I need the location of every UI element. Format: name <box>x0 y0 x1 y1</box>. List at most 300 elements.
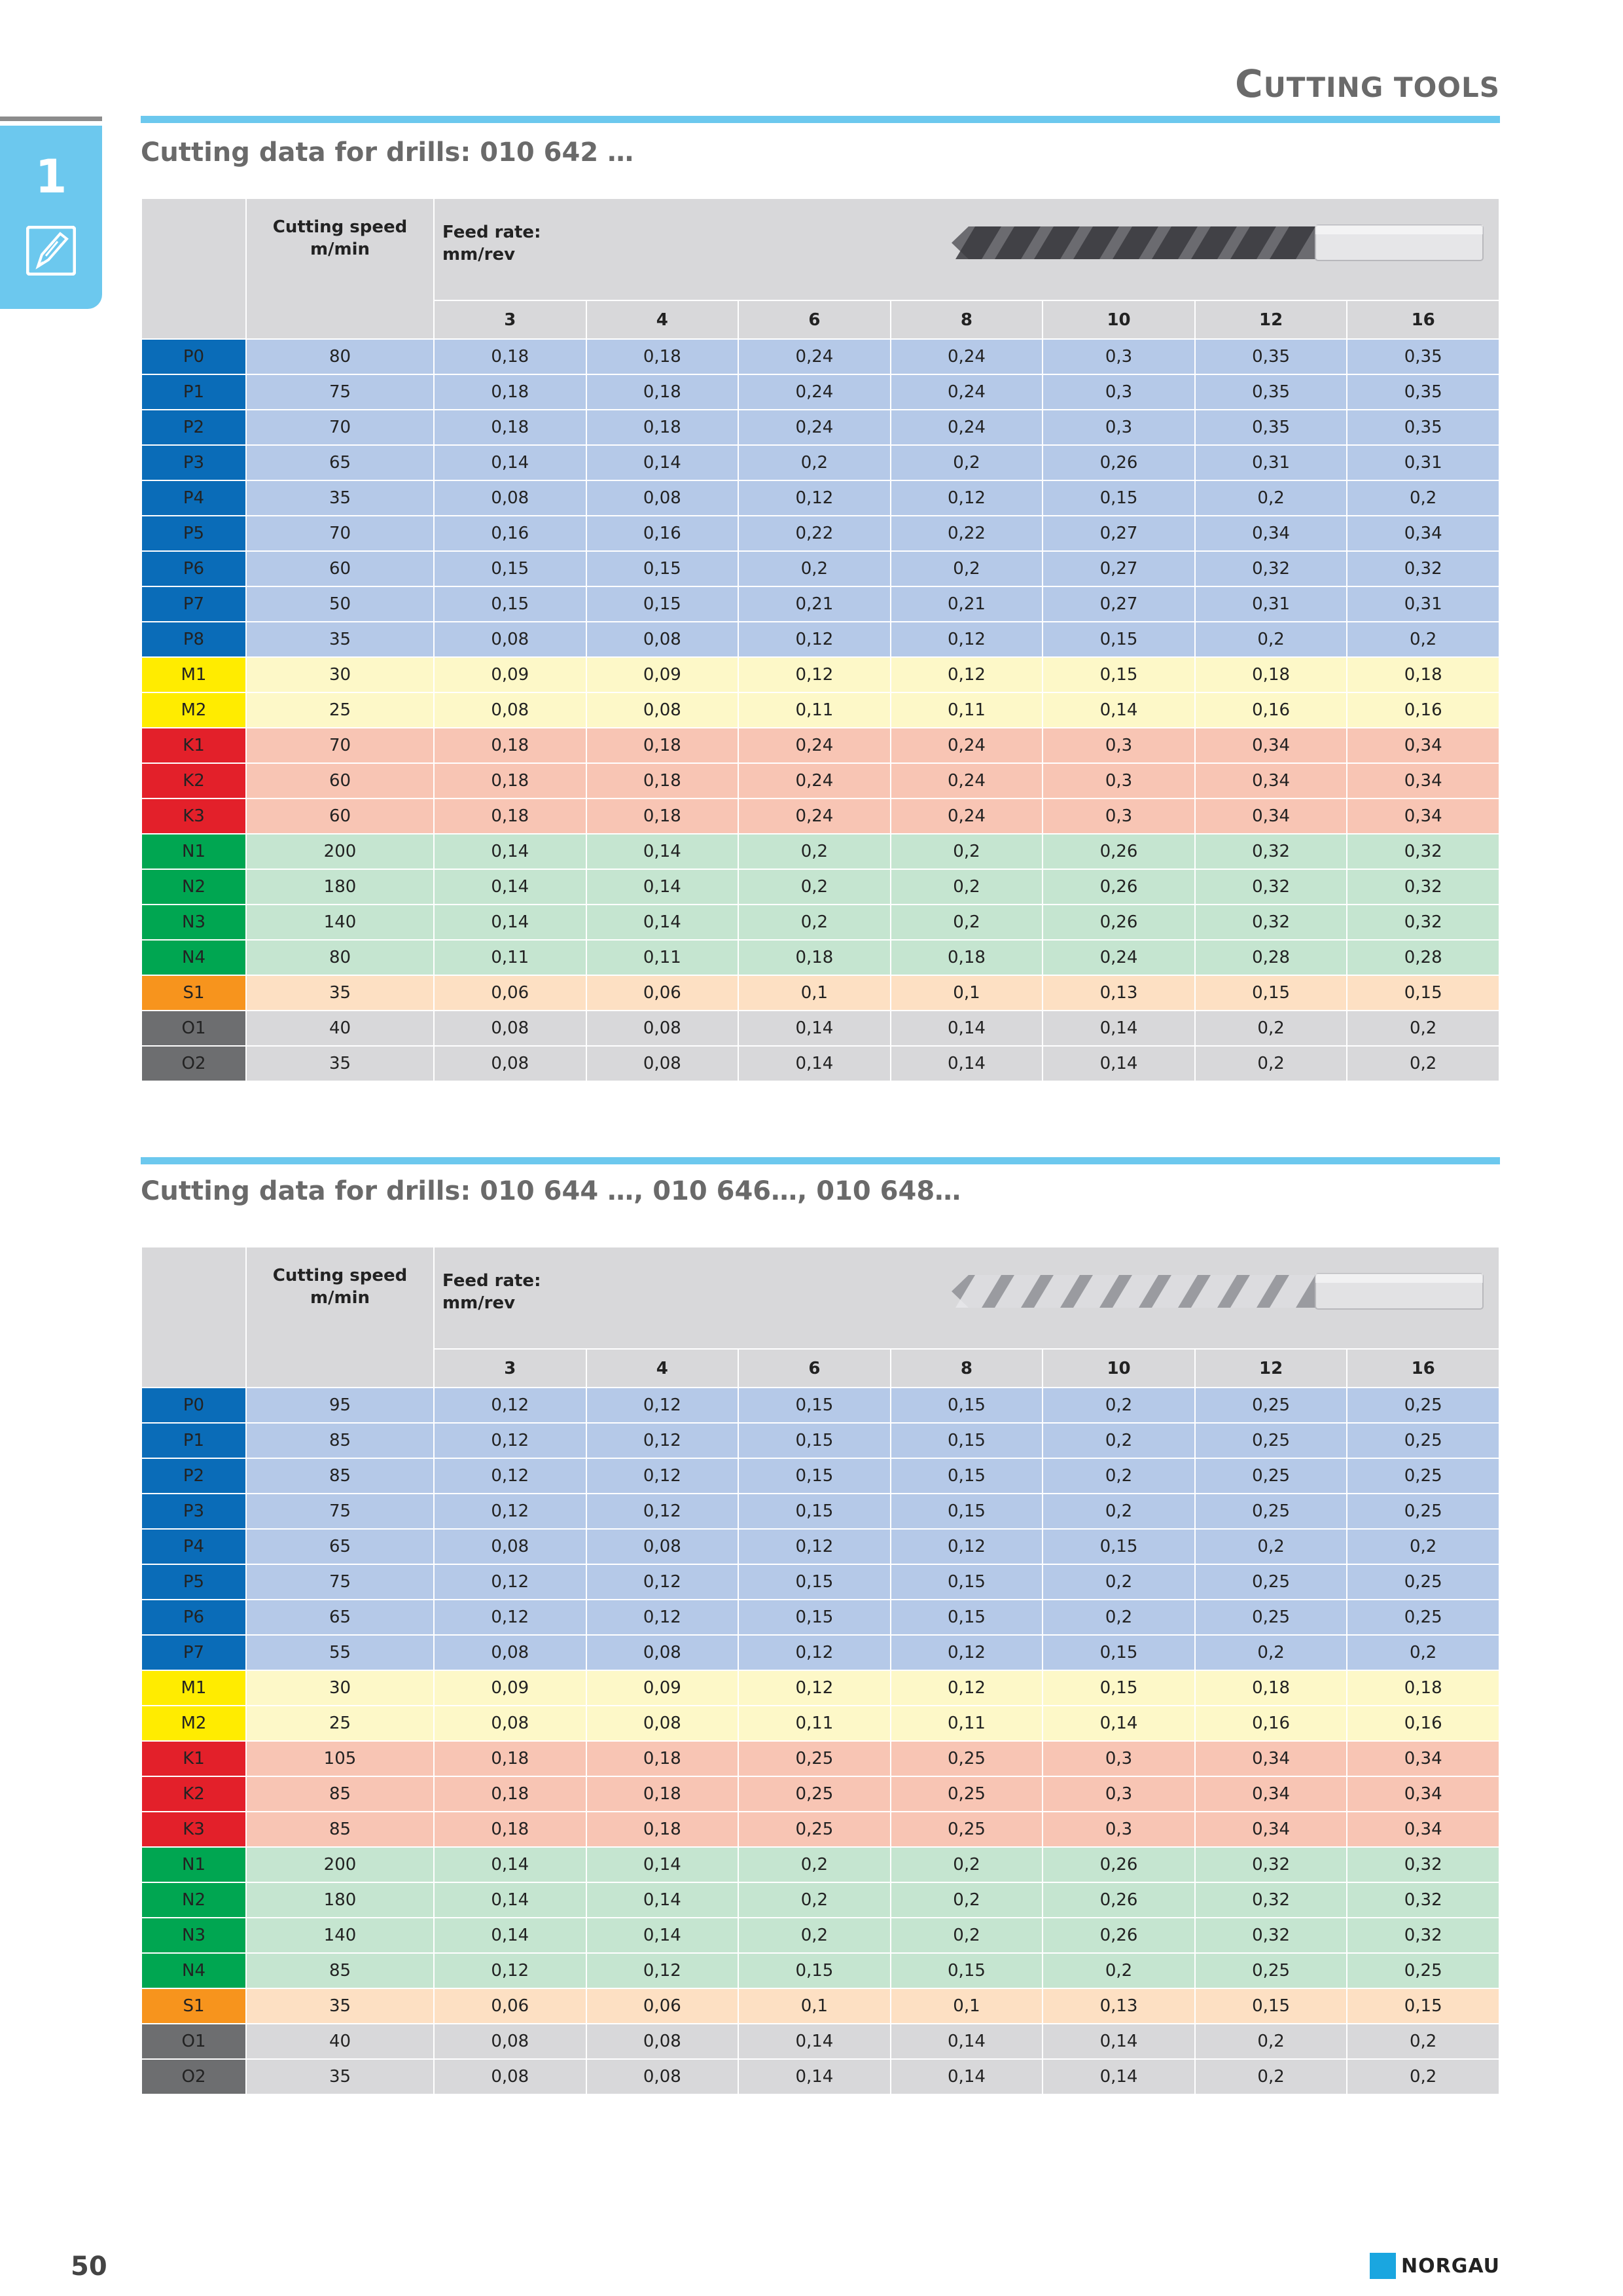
feed-rate-cell: 0,26 <box>1043 905 1195 940</box>
feed-rate-cell: 0,25 <box>1195 1953 1347 1988</box>
table-row <box>141 622 1499 657</box>
cutting-speed-cell: 35 <box>246 622 434 657</box>
feed-rate-cell: 0,2 <box>738 869 891 905</box>
feed-rate-cell: 0,12 <box>434 1458 586 1494</box>
feed-rate-cell: 0,14 <box>1043 1011 1195 1046</box>
table-row <box>141 1776 1499 1812</box>
feed-rate-cell: 0,2 <box>738 1918 891 1953</box>
feed-rate-cell: 0,15 <box>1043 1670 1195 1706</box>
feed-rate-cell: 0,24 <box>738 410 891 445</box>
feed-rate-cell: 0,06 <box>434 975 586 1011</box>
cutting-speed-unit: m/min <box>310 240 370 259</box>
table-row <box>141 1953 1499 1988</box>
feed-rate-cell: 0,15 <box>738 1600 891 1635</box>
feed-rate-cell: 0,08 <box>586 622 739 657</box>
feed-rate-cell: 0,27 <box>1043 551 1195 586</box>
feed-rate-cell: 0,09 <box>586 657 739 692</box>
feed-rate-cell: 0,16 <box>586 516 739 551</box>
cutting-speed-cell: 70 <box>246 516 434 551</box>
feed-rate-cell: 0,34 <box>1195 516 1347 551</box>
feed-rate-cell: 0,24 <box>891 728 1043 763</box>
table-row <box>141 374 1499 410</box>
feed-rate-cell: 0,09 <box>586 1670 739 1706</box>
cutting-speed-cell: 75 <box>246 1564 434 1600</box>
feed-rate-cell: 0,18 <box>434 1741 586 1776</box>
feed-rate-cell: 0,18 <box>1347 657 1499 692</box>
feed-rate-cell: 0,15 <box>738 1423 891 1458</box>
cutting-speed-cell: 35 <box>246 1046 434 1081</box>
feed-rate-cell: 0,08 <box>586 692 739 728</box>
table-row <box>141 869 1499 905</box>
diameter-header-cell: 4 <box>586 1349 739 1388</box>
feed-rate-cell: 0,25 <box>738 1741 891 1776</box>
cutting-speed-cell: 75 <box>246 374 434 410</box>
feed-rate-cell: 0,15 <box>891 1388 1043 1423</box>
material-code-cell: P1 <box>141 374 246 410</box>
header-empty-cell <box>141 1247 246 1388</box>
feed-rate-cell: 0,24 <box>891 374 1043 410</box>
feed-rate-cell: 0,18 <box>586 1812 739 1847</box>
feed-rate-cell: 0,15 <box>1043 1635 1195 1670</box>
feed-rate-cell: 0,18 <box>434 798 586 834</box>
feed-rate-cell: 0,14 <box>434 1847 586 1882</box>
table-row <box>141 410 1499 445</box>
feed-rate-cell: 0,15 <box>1043 622 1195 657</box>
material-code-cell: N4 <box>141 1953 246 1988</box>
cutting-speed-cell: 30 <box>246 1670 434 1706</box>
table-row <box>141 1741 1499 1776</box>
feed-rate-cell: 0,2 <box>738 1882 891 1918</box>
feed-rate-cell: 0,25 <box>1347 1564 1499 1600</box>
feed-rate-cell: 0,2 <box>1347 1635 1499 1670</box>
material-code-cell: S1 <box>141 1988 246 2024</box>
table-row <box>141 2059 1499 2094</box>
feed-rate-cell: 0,2 <box>891 1847 1043 1882</box>
feed-rate-cell: 0,2 <box>1195 2059 1347 2094</box>
table-row <box>141 339 1499 374</box>
feed-rate-cell: 0,18 <box>434 339 586 374</box>
feed-rate-cell: 0,11 <box>738 692 891 728</box>
page-number: 50 <box>71 2251 107 2282</box>
drill-image-icon <box>949 1266 1486 1317</box>
feed-rate-cell: 0,35 <box>1195 410 1347 445</box>
feed-rate-cell: 0,14 <box>1043 2024 1195 2059</box>
feed-rate-cell: 0,11 <box>738 1706 891 1741</box>
feed-rate-cell: 0,14 <box>586 1882 739 1918</box>
feed-rate-cell: 0,34 <box>1347 728 1499 763</box>
feed-rate-cell: 0,12 <box>434 1494 586 1529</box>
cutting-speed-cell: 180 <box>246 1882 434 1918</box>
material-code-cell: P3 <box>141 1494 246 1529</box>
feed-rate-cell: 0,12 <box>738 1635 891 1670</box>
cutting-data-table-1 <box>141 198 1500 1082</box>
cutting-speed-cell: 80 <box>246 940 434 975</box>
feed-rate-cell: 0,14 <box>891 1011 1043 1046</box>
header-title-cap: C <box>1235 62 1264 106</box>
feed-rate-cell: 0,14 <box>1043 692 1195 728</box>
feed-rate-label: Feed rate: <box>442 223 541 242</box>
feed-rate-cell: 0,06 <box>434 1988 586 2024</box>
feed-rate-cell: 0,2 <box>891 551 1043 586</box>
diameter-header-cell: 12 <box>1195 300 1347 339</box>
feed-rate-cell: 0,28 <box>1195 940 1347 975</box>
feed-rate-cell: 0,18 <box>434 410 586 445</box>
table-row <box>141 1458 1499 1494</box>
feed-rate-cell: 0,2 <box>1195 1635 1347 1670</box>
feed-rate-cell: 0,16 <box>1195 692 1347 728</box>
material-code-cell: P8 <box>141 622 246 657</box>
diameter-header-cell: 10 <box>1043 300 1195 339</box>
feed-rate-cell: 0,08 <box>586 1046 739 1081</box>
feed-rate-cell: 0,32 <box>1195 905 1347 940</box>
feed-rate-cell: 0,34 <box>1347 516 1499 551</box>
feed-rate-cell: 0,18 <box>738 940 891 975</box>
feed-rate-cell: 0,35 <box>1195 374 1347 410</box>
feed-rate-cell: 0,1 <box>891 975 1043 1011</box>
feed-rate-cell: 0,32 <box>1195 1918 1347 1953</box>
table-row <box>141 1847 1499 1882</box>
feed-rate-cell: 0,34 <box>1347 1812 1499 1847</box>
feed-rate-cell: 0,2 <box>1347 2059 1499 2094</box>
feed-rate-cell: 0,12 <box>434 1600 586 1635</box>
feed-rate-cell: 0,24 <box>891 798 1043 834</box>
feed-rate-cell: 0,16 <box>434 516 586 551</box>
feed-rate-cell: 0,2 <box>891 834 1043 869</box>
feed-rate-cell: 0,35 <box>1347 339 1499 374</box>
feed-rate-cell: 0,3 <box>1043 374 1195 410</box>
material-code-cell: P2 <box>141 410 246 445</box>
feed-rate-unit: mm/rev <box>442 1293 516 1313</box>
feed-rate-cell: 0,2 <box>1347 1529 1499 1564</box>
feed-rate-cell: 0,14 <box>738 1046 891 1081</box>
feed-rate-cell: 0,2 <box>1195 1529 1347 1564</box>
feed-rate-cell: 0,14 <box>434 905 586 940</box>
feed-rate-cell: 0,34 <box>1347 798 1499 834</box>
feed-rate-cell: 0,14 <box>586 869 739 905</box>
feed-rate-cell: 0,2 <box>738 445 891 480</box>
feed-rate-cell: 0,3 <box>1043 763 1195 798</box>
cutting-speed-cell: 35 <box>246 1988 434 2024</box>
feed-rate-cell: 0,08 <box>434 2059 586 2094</box>
feed-rate-cell: 0,25 <box>1195 1564 1347 1600</box>
feed-rate-cell: 0,32 <box>1195 1847 1347 1882</box>
diameter-header-cell: 6 <box>738 1349 891 1388</box>
feed-rate-cell: 0,2 <box>891 1882 1043 1918</box>
feed-rate-cell: 0,25 <box>1347 1494 1499 1529</box>
feed-rate-cell: 0,2 <box>891 905 1043 940</box>
section-title-1: Cutting data for drills: 010 642 … <box>141 137 634 168</box>
feed-rate-cell: 0,08 <box>434 2024 586 2059</box>
feed-rate-cell: 0,27 <box>1043 586 1195 622</box>
feed-rate-cell: 0,2 <box>1043 1494 1195 1529</box>
feed-rate-cell: 0,18 <box>586 1741 739 1776</box>
feed-rate-cell: 0,08 <box>586 480 739 516</box>
cutting-speed-cell: 85 <box>246 1423 434 1458</box>
feed-rate-cell: 0,06 <box>586 1988 739 2024</box>
cutting-speed-cell: 50 <box>246 586 434 622</box>
feed-rate-cell: 0,31 <box>1195 586 1347 622</box>
feed-rate-cell: 0,14 <box>586 834 739 869</box>
feed-rate-cell: 0,28 <box>1347 940 1499 975</box>
feed-rate-cell: 0,2 <box>1195 1046 1347 1081</box>
feed-rate-cell: 0,15 <box>434 586 586 622</box>
table-row <box>141 834 1499 869</box>
feed-rate-cell: 0,2 <box>1195 480 1347 516</box>
feed-rate-cell: 0,14 <box>586 1847 739 1882</box>
cutting-speed-label: Cutting speed <box>272 1266 408 1285</box>
feed-rate-cell: 0,18 <box>586 728 739 763</box>
material-code-cell: M1 <box>141 1670 246 1706</box>
cutting-speed-cell: 200 <box>246 834 434 869</box>
feed-rate-cell: 0,32 <box>1347 551 1499 586</box>
feed-rate-cell: 0,18 <box>586 410 739 445</box>
feed-rate-cell: 0,08 <box>586 1635 739 1670</box>
feed-rate-cell: 0,25 <box>1347 1388 1499 1423</box>
diameter-header-cell: 6 <box>738 300 891 339</box>
feed-rate-cell: 0,08 <box>434 1706 586 1741</box>
table-row <box>141 1918 1499 1953</box>
material-code-cell: N1 <box>141 1847 246 1882</box>
feed-rate-cell: 0,18 <box>434 728 586 763</box>
cutting-speed-cell: 75 <box>246 1494 434 1529</box>
feed-rate-cell: 0,12 <box>891 480 1043 516</box>
feed-rate-label: Feed rate: <box>442 1271 541 1291</box>
material-code-cell: P5 <box>141 516 246 551</box>
feed-rate-cell: 0,24 <box>738 728 891 763</box>
feed-rate-cell: 0,14 <box>891 2024 1043 2059</box>
material-code-cell: M2 <box>141 692 246 728</box>
feed-rate-cell: 0,18 <box>586 1776 739 1812</box>
feed-rate-cell: 0,32 <box>1347 834 1499 869</box>
material-code-cell: N3 <box>141 905 246 940</box>
feed-rate-cell: 0,08 <box>586 1529 739 1564</box>
feed-rate-cell: 0,14 <box>1043 2059 1195 2094</box>
feed-rate-cell: 0,25 <box>1195 1423 1347 1458</box>
feed-rate-cell: 0,18 <box>1195 657 1347 692</box>
feed-rate-cell: 0,2 <box>1043 1564 1195 1600</box>
header-empty-cell <box>141 198 246 339</box>
feed-rate-cell: 0,08 <box>434 692 586 728</box>
table-row <box>141 586 1499 622</box>
feed-rate-cell: 0,26 <box>1043 1918 1195 1953</box>
drill-image-icon <box>949 217 1486 268</box>
cutting-speed-cell: 140 <box>246 905 434 940</box>
feed-rate-cell: 0,14 <box>586 445 739 480</box>
material-code-cell: K2 <box>141 1776 246 1812</box>
feed-rate-cell: 0,15 <box>1043 480 1195 516</box>
table-row <box>141 1529 1499 1564</box>
feed-rate-cell: 0,12 <box>586 1494 739 1529</box>
feed-rate-cell: 0,08 <box>434 1046 586 1081</box>
cutting-speed-cell: 35 <box>246 975 434 1011</box>
feed-rate-cell: 0,34 <box>1195 728 1347 763</box>
material-code-cell: P2 <box>141 1458 246 1494</box>
feed-rate-cell: 0,15 <box>738 1953 891 1988</box>
feed-rate-cell: 0,35 <box>1347 410 1499 445</box>
feed-rate-cell: 0,34 <box>1347 1741 1499 1776</box>
feed-rate-cell: 0,26 <box>1043 1847 1195 1882</box>
feed-rate-cell: 0,25 <box>1195 1388 1347 1423</box>
feed-rate-header <box>434 1247 1499 1349</box>
feed-rate-cell: 0,12 <box>891 1529 1043 1564</box>
feed-rate-header <box>434 198 1499 300</box>
cutting-speed-cell: 85 <box>246 1458 434 1494</box>
table-row <box>141 2024 1499 2059</box>
feed-rate-cell: 0,18 <box>434 1812 586 1847</box>
feed-rate-cell: 0,15 <box>1347 1988 1499 2024</box>
feed-rate-cell: 0,09 <box>434 1670 586 1706</box>
feed-rate-cell: 0,18 <box>434 374 586 410</box>
feed-rate-cell: 0,18 <box>891 940 1043 975</box>
cutting-speed-cell: 35 <box>246 480 434 516</box>
cutting-speed-cell: 40 <box>246 1011 434 1046</box>
cutting-speed-header <box>246 198 434 339</box>
feed-rate-cell: 0,34 <box>1195 798 1347 834</box>
feed-rate-cell: 0,25 <box>738 1812 891 1847</box>
feed-rate-cell: 0,12 <box>891 622 1043 657</box>
material-code-cell: P3 <box>141 445 246 480</box>
feed-rate-cell: 0,22 <box>738 516 891 551</box>
feed-rate-cell: 0,16 <box>1347 1706 1499 1741</box>
diameter-header-cell: 10 <box>1043 1349 1195 1388</box>
material-code-cell: P5 <box>141 1564 246 1600</box>
feed-rate-cell: 0,12 <box>434 1388 586 1423</box>
material-code-cell: P0 <box>141 339 246 374</box>
cutting-speed-cell: 65 <box>246 1600 434 1635</box>
material-code-cell: O2 <box>141 2059 246 2094</box>
feed-rate-cell: 0,2 <box>738 1847 891 1882</box>
feed-rate-cell: 0,25 <box>891 1812 1043 1847</box>
feed-rate-cell: 0,08 <box>586 1706 739 1741</box>
feed-rate-cell: 0,12 <box>586 1388 739 1423</box>
feed-rate-cell: 0,15 <box>1195 975 1347 1011</box>
cutting-speed-cell: 35 <box>246 2059 434 2094</box>
feed-rate-cell: 0,2 <box>1347 1046 1499 1081</box>
feed-rate-cell: 0,3 <box>1043 1776 1195 1812</box>
feed-rate-cell: 0,2 <box>1347 2024 1499 2059</box>
feed-rate-cell: 0,14 <box>434 834 586 869</box>
material-code-cell: M1 <box>141 657 246 692</box>
cutting-speed-cell: 60 <box>246 798 434 834</box>
feed-rate-cell: 0,2 <box>1347 480 1499 516</box>
feed-rate-cell: 0,15 <box>1043 657 1195 692</box>
table-row <box>141 798 1499 834</box>
feed-rate-cell: 0,3 <box>1043 728 1195 763</box>
feed-rate-cell: 0,15 <box>891 1564 1043 1600</box>
feed-rate-cell: 0,1 <box>738 975 891 1011</box>
feed-rate-cell: 0,2 <box>738 905 891 940</box>
feed-rate-cell: 0,25 <box>1347 1423 1499 1458</box>
material-code-cell: K2 <box>141 763 246 798</box>
feed-rate-cell: 0,26 <box>1043 1882 1195 1918</box>
table-row <box>141 1812 1499 1847</box>
feed-rate-cell: 0,11 <box>891 692 1043 728</box>
cutting-speed-cell: 140 <box>246 1918 434 1953</box>
feed-rate-cell: 0,32 <box>1195 834 1347 869</box>
material-code-cell: P6 <box>141 1600 246 1635</box>
table-row <box>141 1046 1499 1081</box>
chapter-number: 1 <box>35 150 67 204</box>
table-row <box>141 1388 1499 1423</box>
feed-rate-cell: 0,24 <box>738 798 891 834</box>
feed-rate-cell: 0,34 <box>1195 1741 1347 1776</box>
material-code-cell: N2 <box>141 1882 246 1918</box>
table-row <box>141 1423 1499 1458</box>
feed-rate-cell: 0,14 <box>738 2024 891 2059</box>
feed-rate-cell: 0,15 <box>586 586 739 622</box>
feed-rate-cell: 0,34 <box>1347 763 1499 798</box>
feed-rate-cell: 0,1 <box>891 1988 1043 2024</box>
diameter-header-cell: 12 <box>1195 1349 1347 1388</box>
diameter-header-cell: 8 <box>891 1349 1043 1388</box>
feed-rate-cell: 0,32 <box>1347 1918 1499 1953</box>
cutting-speed-cell: 25 <box>246 1706 434 1741</box>
feed-rate-cell: 0,25 <box>1195 1458 1347 1494</box>
feed-rate-cell: 0,08 <box>586 1011 739 1046</box>
feed-rate-cell: 0,2 <box>1043 1458 1195 1494</box>
feed-rate-cell: 0,12 <box>738 1670 891 1706</box>
side-tab-top-line <box>0 117 102 121</box>
cutting-speed-cell: 200 <box>246 1847 434 1882</box>
feed-rate-cell: 0,25 <box>891 1741 1043 1776</box>
material-code-cell: O2 <box>141 1046 246 1081</box>
feed-rate-cell: 0,12 <box>738 1529 891 1564</box>
feed-rate-cell: 0,24 <box>891 763 1043 798</box>
feed-rate-cell: 0,24 <box>738 763 891 798</box>
diameter-header-cell: 3 <box>434 300 586 339</box>
cutting-speed-cell: 30 <box>246 657 434 692</box>
feed-rate-cell: 0,2 <box>891 869 1043 905</box>
feed-rate-cell: 0,08 <box>434 480 586 516</box>
feed-rate-cell: 0,15 <box>891 1423 1043 1458</box>
material-code-cell: N3 <box>141 1918 246 1953</box>
feed-rate-cell: 0,08 <box>586 2024 739 2059</box>
feed-rate-cell: 0,34 <box>1195 1776 1347 1812</box>
feed-rate-cell: 0,26 <box>1043 834 1195 869</box>
table-row <box>141 1564 1499 1600</box>
diameter-header-cell: 16 <box>1347 300 1499 339</box>
material-code-cell: K1 <box>141 728 246 763</box>
feed-rate-cell: 0,12 <box>434 1564 586 1600</box>
feed-rate-cell: 0,14 <box>738 2059 891 2094</box>
material-code-cell: K1 <box>141 1741 246 1776</box>
material-code-cell: S1 <box>141 975 246 1011</box>
feed-rate-cell: 0,34 <box>1195 763 1347 798</box>
feed-rate-cell: 0,3 <box>1043 798 1195 834</box>
feed-rate-cell: 0,2 <box>1347 1011 1499 1046</box>
feed-rate-cell: 0,1 <box>738 1988 891 2024</box>
feed-rate-cell: 0,11 <box>434 940 586 975</box>
table-row <box>141 940 1499 975</box>
feed-rate-cell: 0,18 <box>434 763 586 798</box>
material-code-cell: P0 <box>141 1388 246 1423</box>
feed-rate-cell: 0,21 <box>738 586 891 622</box>
feed-rate-cell: 0,08 <box>586 2059 739 2094</box>
cutting-speed-cell: 85 <box>246 1776 434 1812</box>
material-code-cell: M2 <box>141 1706 246 1741</box>
cutting-speed-cell: 65 <box>246 445 434 480</box>
material-code-cell: O1 <box>141 1011 246 1046</box>
feed-rate-cell: 0,15 <box>738 1564 891 1600</box>
feed-rate-cell: 0,27 <box>1043 516 1195 551</box>
feed-rate-cell: 0,25 <box>1347 1458 1499 1494</box>
cutting-speed-cell: 65 <box>246 1529 434 1564</box>
feed-rate-cell: 0,08 <box>434 1011 586 1046</box>
feed-rate-cell: 0,2 <box>1195 1011 1347 1046</box>
feed-rate-cell: 0,24 <box>738 339 891 374</box>
feed-rate-cell: 0,14 <box>1043 1706 1195 1741</box>
diameter-header-cell: 16 <box>1347 1349 1499 1388</box>
